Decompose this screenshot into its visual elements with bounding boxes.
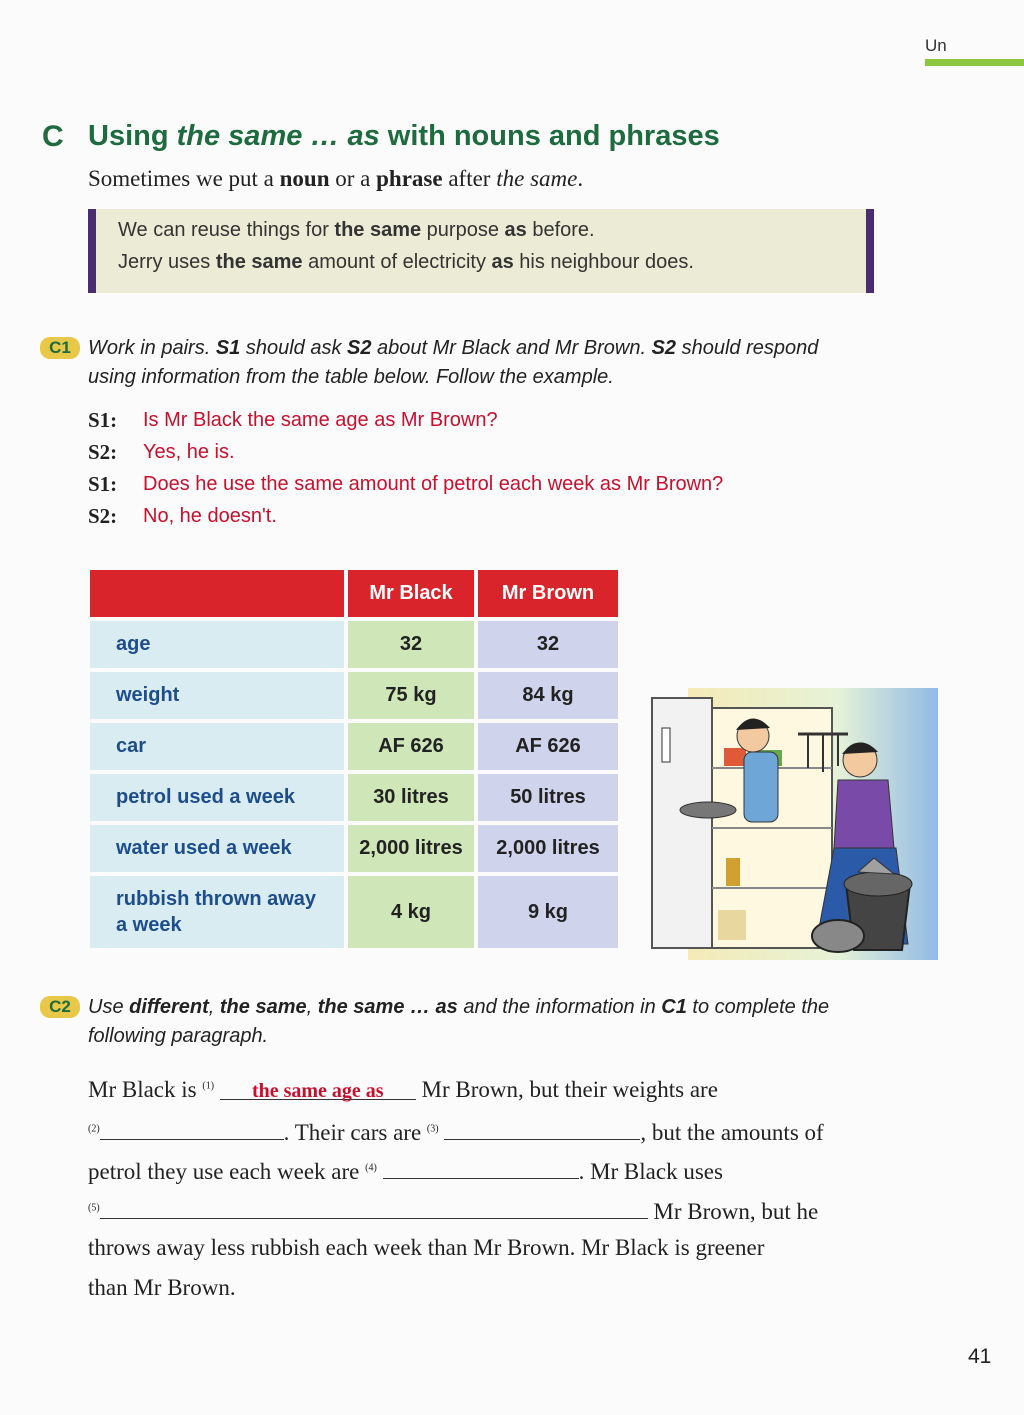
row-label [90,876,344,948]
c2-bold: the same [219,996,307,1018]
table-row [90,621,618,668]
para-text: , but the amounts of [640,1120,824,1145]
section-letter: C [42,120,64,153]
cell-mr-brown: 2,000 litres [478,825,618,872]
ex-text: amount of electricity [302,251,492,273]
intro-phrase: phrase [376,166,443,191]
cell-mr-brown: 9 kg [478,876,618,948]
cell-mr-black: 30 litres [348,774,474,821]
dialogue-line: Does he use the same amount of petrol each week as Mr Brown? [143,473,724,495]
exercise-badge-c1: C1 [40,337,80,359]
row-label: weight [90,672,344,719]
dialogue-line: Yes, he is. [143,441,235,463]
table-row [90,774,618,821]
example-sentence-1 [118,219,595,242]
intro-the-same: the same [496,166,578,191]
intro-text: or a [329,166,377,191]
paragraph-line-2 [88,1117,824,1146]
c1-s2: S2 [347,337,372,359]
ex-text: before. [526,219,595,241]
title-italic: the same … as [176,120,380,152]
table-row [90,876,618,948]
page-number: 41 [968,1345,992,1368]
unit-tab-bar [925,59,1024,66]
c2-bold: different [129,996,209,1018]
c2-instruction-line-1 [88,993,829,1022]
intro-sentence [88,166,583,192]
dialogue-speaker: S2: [88,440,118,464]
c2-bold: the same … as [317,996,458,1018]
blank-3[interactable] [444,1117,640,1140]
ex-bold: the same [334,219,422,241]
row-label: water used a week [90,825,344,872]
blank-number: (2) [88,1123,100,1135]
ex-text: We can reuse things for [118,219,335,241]
example-sentence-2 [118,251,694,274]
intro-text: after [442,166,497,191]
ex-bold: the same [215,251,303,273]
c2-text: Use [88,996,130,1018]
c1-instructions [88,334,818,392]
para-text: Mr Brown, but he [647,1199,819,1224]
c1-text: about Mr Black and Mr Brown. [371,337,652,359]
c2-instructions [88,993,829,1051]
fridge-and-bin-illustration [648,688,938,960]
ex-text: his neighbour does. [513,251,694,273]
para-text: petrol they use each week are [88,1159,366,1184]
c2-text: and the information in [457,996,662,1018]
table-header-row [90,570,618,617]
ex-text: Jerry uses [118,251,216,273]
c2-text: , [208,996,220,1018]
c1-s2: S2 [651,337,677,359]
blank-number: (3) [426,1123,439,1135]
section-title [88,120,720,153]
dialogue-line: No, he doesn't. [143,505,277,527]
row-label: car [90,723,344,770]
intro-noun: noun [279,166,330,191]
cell-mr-black: 2,000 litres [348,825,474,872]
c2-instruction-line-2: following paragraph. [88,1025,269,1047]
dialogue-speaker: S2: [88,504,118,528]
cell-mr-black: 32 [348,621,474,668]
c1-instruction-line-1 [88,334,818,363]
c1-instruction-line-2: using information from the table below. Follow the example. [88,366,614,388]
comparison-table [86,566,622,952]
answer-text: the same age as [251,1080,384,1102]
blank-number: (1) [202,1080,215,1092]
para-text: Mr Brown, but their weights are [415,1077,718,1102]
row-label-line: rubbish thrown away [116,888,317,910]
blank-1-answer [220,1077,416,1100]
blank-5[interactable] [100,1196,648,1219]
example-box [88,209,874,293]
dialogue-speaker: S1: [88,472,118,496]
c1-text: should ask [240,337,348,359]
c2-bold: C1 [661,996,687,1018]
c2-text: , [306,996,318,1018]
exercise-badge-c2: C2 [40,996,80,1018]
dialogue-speaker: S1: [88,408,118,432]
row-label: petrol used a week [90,774,344,821]
c1-text: Work in pairs. [88,337,216,359]
para-text: . Mr Black uses [578,1159,723,1184]
paragraph-line-4 [88,1196,818,1225]
dialogue-line: Is Mr Black the same age as Mr Brown? [143,409,498,431]
para-text: Mr Black is [88,1077,203,1102]
blank-4[interactable] [383,1156,579,1179]
cell-mr-brown: 50 litres [478,774,618,821]
ex-bold: as [491,251,514,273]
blank-number: (4) [365,1162,377,1174]
ex-text: purpose [421,219,505,241]
blank-2[interactable] [100,1117,284,1140]
cell-mr-black: 75 kg [348,672,474,719]
blank-number: (5) [88,1202,100,1214]
unit-tab-label: Un [925,36,947,55]
row-label-line: a week [116,914,182,936]
para-text: . Their cars are [283,1120,427,1145]
cell-mr-black: 4 kg [348,876,474,948]
paragraph-line-3 [88,1156,723,1185]
intro-text: Sometimes we put a [88,166,280,191]
paragraph-line-5: throws away less rubbish each week than Mr Brown. Mr Black is greener [88,1235,765,1260]
paragraph-line-6: than Mr Brown. [88,1275,236,1300]
table-header-mr-brown: Mr Brown [478,570,618,617]
cell-mr-brown: 32 [478,621,618,668]
cell-mr-black: AF 626 [348,723,474,770]
intro-text: . [577,166,584,191]
table-row [90,723,618,770]
cell-mr-brown: AF 626 [478,723,618,770]
title-post: with nouns and phrases [379,120,720,152]
c1-text: should respond [676,337,819,359]
table-header-blank [90,570,344,617]
cell-mr-brown: 84 kg [478,672,618,719]
table-row [90,672,618,719]
title-pre: Using [88,120,177,152]
c1-s1: S1 [215,337,241,359]
row-label: age [90,621,344,668]
table-row [90,825,618,872]
table-header-mr-black: Mr Black [348,570,474,617]
c2-text: to complete the [686,996,830,1018]
ex-bold: as [504,219,527,241]
paragraph-line-1 [88,1077,718,1103]
